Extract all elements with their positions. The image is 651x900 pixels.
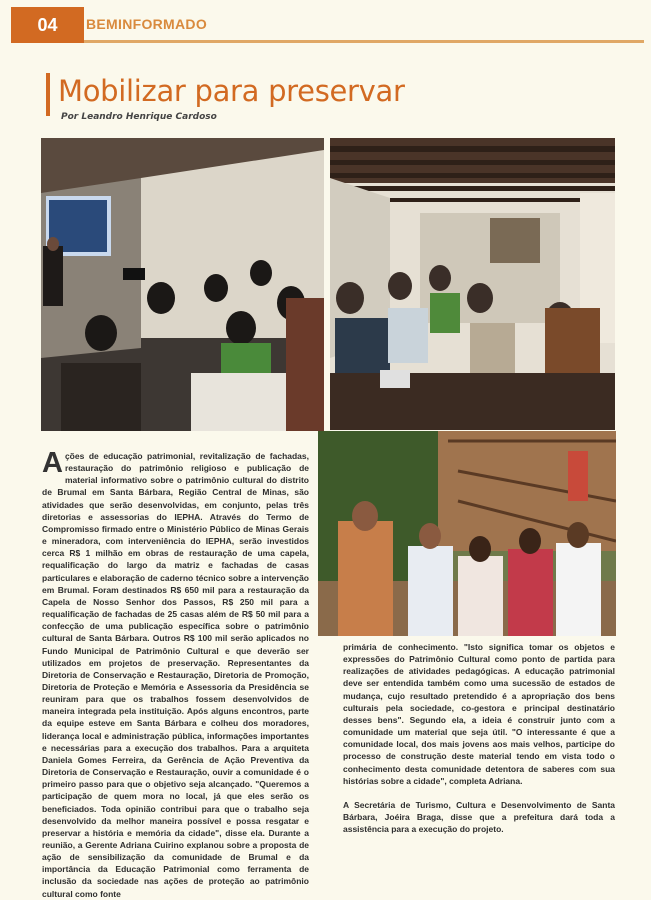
dropcap: A bbox=[42, 447, 63, 479]
article-title: Mobilizar para preservar bbox=[58, 74, 405, 108]
photo-presentation-room bbox=[41, 138, 324, 431]
photo-audience-workshop bbox=[330, 138, 615, 430]
article-col2-paragraph-2: A Secretária de Turismo, Cultura e Desenvolvimento de Santa Bárbara, Joéira Braga, disse que a prefeitura dará toda a assistência para a execução do projeto. bbox=[343, 799, 615, 835]
photo-group-portrait bbox=[318, 431, 616, 636]
header-rule bbox=[84, 40, 644, 43]
article-column-1 bbox=[42, 447, 309, 900]
section-label: BEMINFORMADO bbox=[86, 16, 208, 32]
page-number: 04 bbox=[11, 7, 84, 43]
article-col1-text: ções de educação patrimonial, revitalização de fachadas, restauração do patrimônio religioso e publicação de material informativo sobre o patrimônio cultural do distrito de Brumal em Santa Bárbara, Região Central de Minas, são atividades que serão desenvolvidas, em conjunto, pelas três diretorias e assessorias do IEPHA. Através do Termo de Compromisso firmado entre o Ministério Público de Minas Gerais e mineradora, com interveniência do IEPHA, serão investidos cerca R$ 1 milhão em obras de restauração de uma capela, requalificação do largo da matriz e fachadas de casas particulares e elaboração de caderno técnico sobre a intervenção em Brumal. Foram destinados R$ 650 mil para a restauração da Capela de Nosso Senhor dos Passos, R$ 250 mil para a requalificação de fachadas de 25 casas além de R$ 50 mil para a confecção de uma publicação específica sobre o patrimônio cultural de Santa Bárbara. Outros R$ 100 mil serão aplicados no Fundo Municipal de Patrimônio Cultural e que deverão ser utilizados em projetos de preservação. Representantes da Diretoria de Conservação e Restauração, Diretoria de Promoção, Diretoria de Proteção e Memória e Assessoria da Presidência se reuniram para que os trabalhos fossem desenvolvidos de maneira integrada pela instituição. Após alguns encontros, parte da equipe esteve em Santa Bárbara e colheu dos moradores, liderança local e administração pública, informações importantes e necessárias para a execução dos trabalhos. Para a arquiteta Daniela Gomes Ferreira, da Gerência de Ação Preventiva da Diretoria de Conservação e Restauração, ouvir a comunidade é o primeiro passo para que o objetivo seja alcançado. "Queremos a participação de quem mora no local, já que eles serão os beneficiados. Toda opinião contribui para que o trabalho seja desenvolvido da melhor maneira possível e possa resgatar e preservar a história e memória da cidade", disse ela. Durante a reunião, a Gerente Adriana Cuirino explanou sobre a proposta de ação de sensibilização da comunidade de Brumal e da importância da Educação Patrimonial como ferramenta de inclusão da sociedade nas ações de proteção ao patrimônio cultural como fonte bbox=[42, 451, 309, 899]
title-accent-bar bbox=[46, 73, 50, 116]
article-col2-paragraph-1: primária de conhecimento. "Isto significa tomar os objetos e expressões do Patrimônio Cultural como ponto de partida para realizações de atividades pedagógicas. A educação patrimonial deve ser entendida também como uma sucessão de estados de mudança, cujo resultado pretendido é a apropriação dos bens culturais pela sociedade, co-gestora e principal destinatário desses bens". Segundo ela, a ideia é construir junto com a comunidade um material que seja útil. "O interessante é que a comunidade local, dos mais jovens aos mais velhos, participe do processo de construção deste material tendo em vista todo o conhecimento desta comunidade detentora de saberes com sua histórias sobre a cidade", completa Adriana. bbox=[343, 642, 615, 786]
article-column-2 bbox=[343, 641, 615, 835]
article-byline: Por Leandro Henrique Cardoso bbox=[61, 112, 217, 122]
